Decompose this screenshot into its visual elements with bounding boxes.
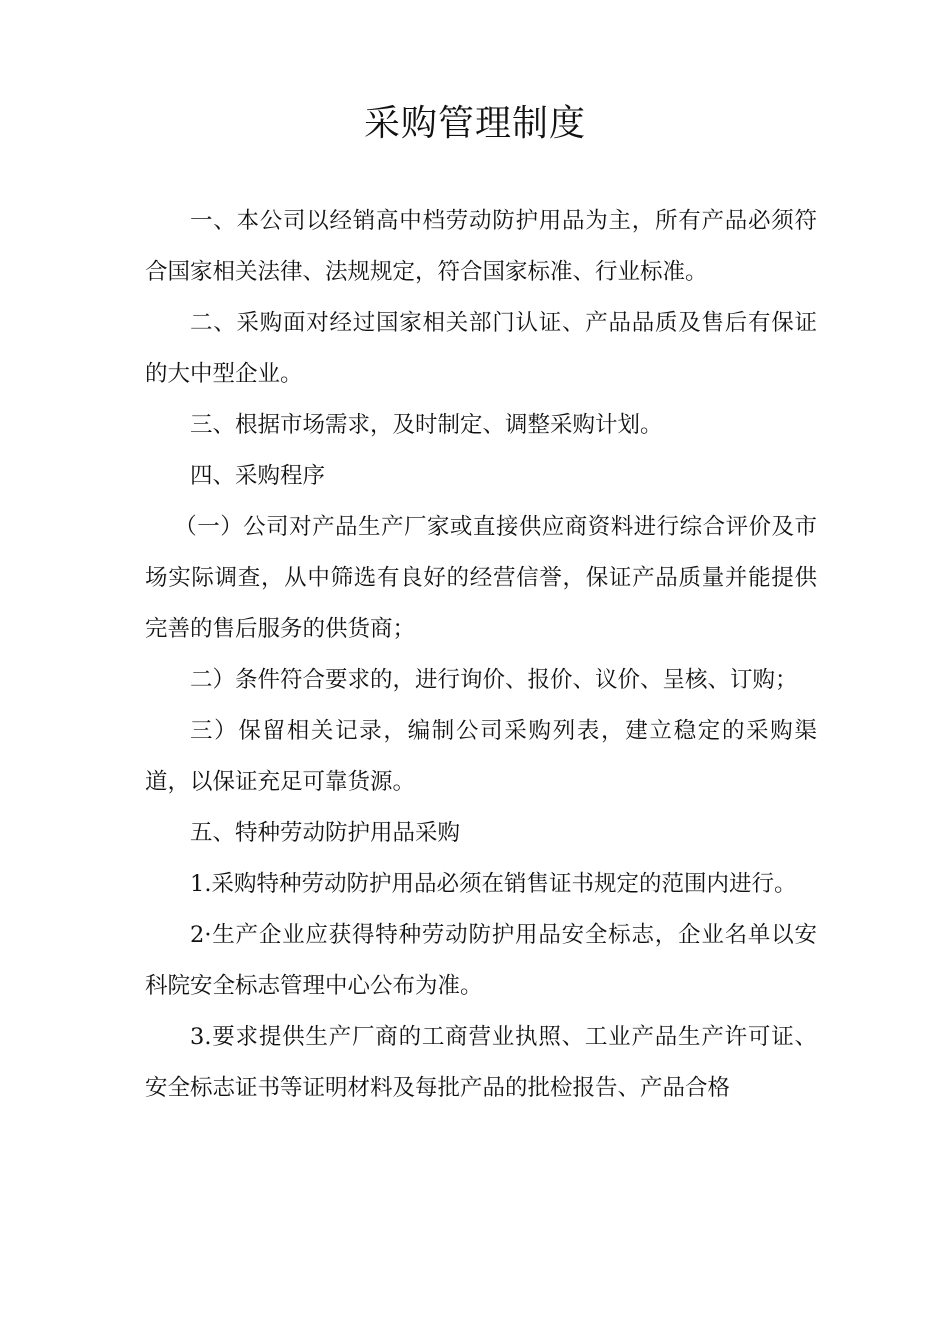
paragraph-4: 四、采购程序 [190, 463, 326, 489]
paragraph-9: 1.采购特种劳动防护用品必须在销售证书规定的范围内进行。 [190, 871, 797, 897]
paragraph-5: （一）公司对产品生产厂家或直接供应商资料进行综合评价及市场实际调查，从中筛选有良好的经营信誉，保证产品质量并能提供完善的售后服务的供货商； [145, 514, 817, 642]
paragraph-8: 五、特种劳动防护用品采购 [190, 820, 461, 846]
paragraph-3: 三、根据市场需求，及时制定、调整采购计划。 [190, 412, 663, 438]
paragraph-10: 2·生产企业应获得特种劳动防护用品安全标志，企业名单以安科院安全标志管理中心公布为准。 [145, 922, 817, 999]
document-body [145, 196, 817, 1114]
paragraph-2: 二、采购面对经过国家相关部门认证、产品品质及售后有保证的大中型企业。 [145, 310, 817, 387]
paragraph-6: 二）条件符合要求的，进行询价、报价、议价、呈核、订购； [190, 667, 798, 693]
paragraph-11: 3.要求提供生产厂商的工商营业执照、工业产品生产许可证、安全标志证书等证明材料及每批产品的批检报告、产品合格 [145, 1024, 817, 1101]
document-title: 采购管理制度 [363, 103, 586, 144]
paragraph-7: 三）保留相关记录，编制公司采购列表，建立稳定的采购渠道，以保证充足可靠货源。 [145, 718, 817, 795]
paragraph-1: 一、本公司以经销高中档劳动防护用品为主，所有产品必须符合国家相关法律、法规规定，符合国家标准、行业标准。 [145, 208, 817, 285]
